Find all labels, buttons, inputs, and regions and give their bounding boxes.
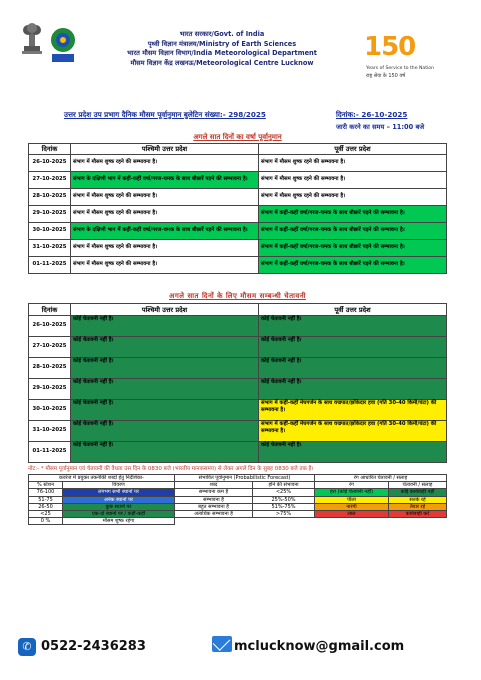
warning-col-west: पश्चिमी उत्तर प्रदेश — [71, 303, 259, 315]
legend-advice: तैयार रहें — [389, 503, 447, 510]
warning-date: 30-10-2025 — [29, 399, 71, 420]
forecast-east: संभाग में मौसम शुष्क रहने की सम्भावना है। — [259, 171, 447, 188]
legend-pct: 51-75 — [29, 496, 63, 503]
legend-color: हरा (कोई चेतावनी नहीं) — [315, 489, 389, 496]
warning-east: कोई चेतावनी नहीं है। — [259, 315, 447, 336]
legend-pct: 0 % — [29, 518, 63, 525]
warning-row — [29, 336, 447, 357]
forecast-date: 26-10-2025 — [29, 154, 71, 171]
warning-col-date: दिनांक — [29, 303, 71, 315]
legend-pct: 76-100 — [29, 489, 63, 496]
warning-date: 29-10-2025 — [29, 378, 71, 399]
legend-empty — [389, 518, 447, 525]
forecast-east: संभाग में कहीं-कहीं वर्षा/गरज-चमक के साथ बौछारें पड़ने की सम्भावना है। — [259, 256, 447, 273]
forecast-row — [29, 171, 447, 188]
warning-date: 31-10-2025 — [29, 420, 71, 441]
forecast-west: संभाग में मौसम शुष्क रहने की सम्भावना है। — [71, 256, 259, 273]
forecast-row — [29, 154, 447, 171]
department-line: भारत मौसम विज्ञान विभाग/India Meteorological Department — [127, 49, 317, 57]
legend-desc: अनेक स्थानों पर — [63, 496, 175, 503]
forecast-west: संभाग में मौसम शुष्क रहने की सम्भावना है। — [71, 239, 259, 256]
bulletin-date: दिनांक:- 26-10-2025 — [336, 110, 408, 119]
warning-table — [28, 291, 447, 463]
legend-empty — [175, 518, 253, 525]
legend-prob: 25%-50% — [253, 496, 315, 503]
legend-desc: एक-दो स्थानों पर / कहीं-कहीं — [63, 511, 175, 518]
warning-row — [29, 420, 447, 441]
forecast-row — [29, 239, 447, 256]
legend-pct: <25 — [29, 511, 63, 518]
legend-sub-pct: % स्टेशन — [29, 482, 63, 489]
warning-caption: अगले सात दिनों के लिए मौसम सम्बन्धी चेतावनी — [169, 292, 306, 301]
forecast-date: 31-10-2025 — [29, 239, 71, 256]
legend-sub-desc: विवरण — [63, 482, 175, 489]
govt-line: भारत सरकार/Govt. of India — [179, 30, 265, 38]
legend-desc: मौसम शुष्क रहेगा — [63, 518, 175, 525]
header — [0, 0, 481, 100]
legend-advice: कोई कार्यवाही नहीं — [389, 489, 447, 496]
forecast-col-east: पूर्वी उत्तर प्रदेश — [259, 143, 447, 154]
phone-number[interactable]: 0522-2436283 — [41, 639, 146, 654]
warning-west: कोई चेतावनी नहीं है। — [71, 315, 259, 336]
warning-west: कोई चेतावनी नहीं है। — [71, 441, 259, 462]
forecast-date: 27-10-2025 — [29, 171, 71, 188]
warning-east: कोई चेतावनी नहीं है। — [259, 441, 447, 462]
legend-color: नारंगी — [315, 503, 389, 510]
legend-empty — [253, 518, 315, 525]
legend-word: बहुत सम्भावना है — [175, 503, 253, 510]
email-address[interactable]: mclucknow@gmail.com — [234, 639, 405, 654]
email-icon — [212, 636, 232, 652]
legend-sub-word: शब्द — [175, 482, 253, 489]
warning-date: 28-10-2025 — [29, 357, 71, 378]
warning-date: 27-10-2025 — [29, 336, 71, 357]
forecast-east: संभाग में कहीं-कहीं वर्षा/गरज-चमक के साथ बौछारें पड़ने की सम्भावना है। — [259, 239, 447, 256]
forecast-row — [29, 222, 447, 239]
validity-note: नोट:- * मौसम पूर्वानुमान एवं चेतावनी की वैधता उस दिन के 0830 बजे (भारतीय मानकसमय) से लेकर अगले दिन के सुबह 0830 बजे तक है। — [28, 466, 314, 472]
phone-icon: ✆ — [18, 638, 36, 656]
legend-prob: <25% — [253, 489, 315, 496]
warning-west: कोई चेतावनी नहीं है। — [71, 378, 259, 399]
legend-sub-prob: होने की संभावना — [253, 482, 315, 489]
anniversary-text-en: Years of Service to the Nation — [366, 66, 435, 71]
footer — [0, 635, 481, 665]
forecast-date: 01-11-2025 — [29, 256, 71, 273]
warning-date: 01-11-2025 — [29, 441, 71, 462]
legend-word: सम्भावना है — [175, 496, 253, 503]
forecast-east: संभाग में मौसम शुष्क रहने की सम्भावना है। — [259, 188, 447, 205]
forecast-date: 30-10-2025 — [29, 222, 71, 239]
bulletin-title: उत्तर प्रदेश उप प्रभाग दैनिक मौसम पूर्वानुमान बुलेटिन संख्या:- 298/2025 — [64, 110, 266, 119]
warning-west: कोई चेतावनी नहीं है। — [71, 336, 259, 357]
legend-empty — [315, 518, 389, 525]
warning-east: कोई चेतावनी नहीं है। — [259, 357, 447, 378]
centre-line: मौसम विज्ञान केंद्र लखनऊ/Meteorological Centre Lucknow — [130, 58, 314, 67]
warning-east: कोई चेतावनी नहीं है। — [259, 336, 447, 357]
warning-east: संभाग में कहीं-कहीं मेघगर्जन के साथ वज्रपात/झोंकेदार हवा (गति 30-40 किमी/घंटा) की सम्भावना है। — [259, 399, 447, 420]
forecast-date: 28-10-2025 — [29, 188, 71, 205]
forecast-west: संभाग के दक्षिणी भाग में कहीं-कहीं वर्षा/गरज-चमक के साथ बौछारें पड़ने की सम्भावना है। — [71, 171, 259, 188]
national-emblem-icon — [20, 22, 44, 62]
forecast-col-date: दिनांक — [29, 143, 71, 154]
ministry-line: पृथ्वी विज्ञान मंत्रालय/Ministry of Earth Sciences — [147, 39, 297, 48]
forecast-caption: अगले सात दिनों का वर्षा पूर्वानुमान — [29, 133, 447, 143]
warning-row — [29, 357, 447, 378]
forecast-date: 29-10-2025 — [29, 205, 71, 222]
forecast-row — [29, 188, 447, 205]
forecast-east: संभाग में कहीं-कहीं वर्षा/गरज-चमक के साथ बौछारें पड़ने की सम्भावना है। — [259, 205, 447, 222]
warning-east: कोई चेतावनी नहीं है। — [259, 378, 447, 399]
forecast-east: संभाग में मौसम शुष्क रहने की सम्भावना है। — [259, 154, 447, 171]
forecast-row — [29, 205, 447, 222]
forecast-west: संभाग में मौसम शुष्क रहने की सम्भावना है। — [71, 188, 259, 205]
imd-logo-icon — [50, 26, 76, 64]
anniversary-text-hi: राष्ट्र सेवा के 150 वर्ष — [366, 73, 406, 79]
warning-date: 26-10-2025 — [29, 315, 71, 336]
legend-desc: लगभग सभी स्थानों पर — [63, 489, 175, 496]
warning-row — [29, 399, 447, 420]
forecast-row — [29, 256, 447, 273]
legend-color: लाल — [315, 511, 389, 518]
legend-prob: >75% — [253, 511, 315, 518]
forecast-west: संभाग में मौसम शुष्क रहने की सम्भावना है। — [71, 205, 259, 222]
warning-row — [29, 315, 447, 336]
forecast-col-west: पश्चिमी उत्तर प्रदेश — [71, 143, 259, 154]
organization-block — [82, 30, 362, 68]
warning-row — [29, 441, 447, 462]
legend-sub-advice: चेतावनी / सलाह — [389, 482, 447, 489]
warning-col-east: पूर्वी उत्तर प्रदेश — [259, 303, 447, 315]
legend-sub-color: रंग — [315, 482, 389, 489]
warning-west: कोई चेतावनी नहीं है। — [71, 357, 259, 378]
forecast-west: संभाग के दक्षिणी भाग में कहीं-कहीं वर्षा/गरज-चमक के साथ बौछारें पड़ने की सम्भावना है। — [71, 222, 259, 239]
legend-advice: सतर्क रहें — [389, 496, 447, 503]
warning-east: संभाग में कहीं-कहीं मेघगर्जन के साथ वज्रपात/झोंकेदार हवा (गति 30-40 किमी/घंटा) की सम्भावना है। — [259, 420, 447, 441]
legend-header-color: रंग आधारित चेतावनी / सलाह — [315, 475, 447, 482]
forecast-east: संभाग में कहीं-कहीं वर्षा/गरज-चमक के साथ बौछारें पड़ने की सम्भावना है। — [259, 222, 447, 239]
anniversary-logo — [364, 32, 454, 82]
issue-time: जारी करने का समय – 11:00 बजे — [336, 123, 425, 131]
legend-pct: 26-50 — [29, 503, 63, 510]
forecast-west: संभाग में मौसम शुष्क रहने की सम्भावना है। — [71, 154, 259, 171]
legend-color: पीला — [315, 496, 389, 503]
legend-advice: कार्यवाही करें — [389, 511, 447, 518]
warning-row — [29, 378, 447, 399]
legend-word: अत्यधिक सम्भावना है — [175, 511, 253, 518]
warning-west: कोई चेतावनी नहीं है। — [71, 420, 259, 441]
legend-desc: कुछ स्थानों पर — [63, 503, 175, 510]
legend-header-probability: संभावित पूर्वानुमान (Probabilistic Forecast) — [175, 475, 315, 482]
rainfall-forecast-table — [28, 133, 447, 274]
legend-header-coverage: कवरेज में प्रयुक्त तकनीकी शब्दों हेतु निर्देशिका- — [29, 475, 175, 482]
anniversary-number: 150 — [364, 32, 416, 62]
legend-prob: 51%-75% — [253, 503, 315, 510]
legend-table — [28, 474, 447, 525]
warning-west: कोई चेतावनी नहीं है। — [71, 399, 259, 420]
legend-word: सम्भावना कम है — [175, 489, 253, 496]
